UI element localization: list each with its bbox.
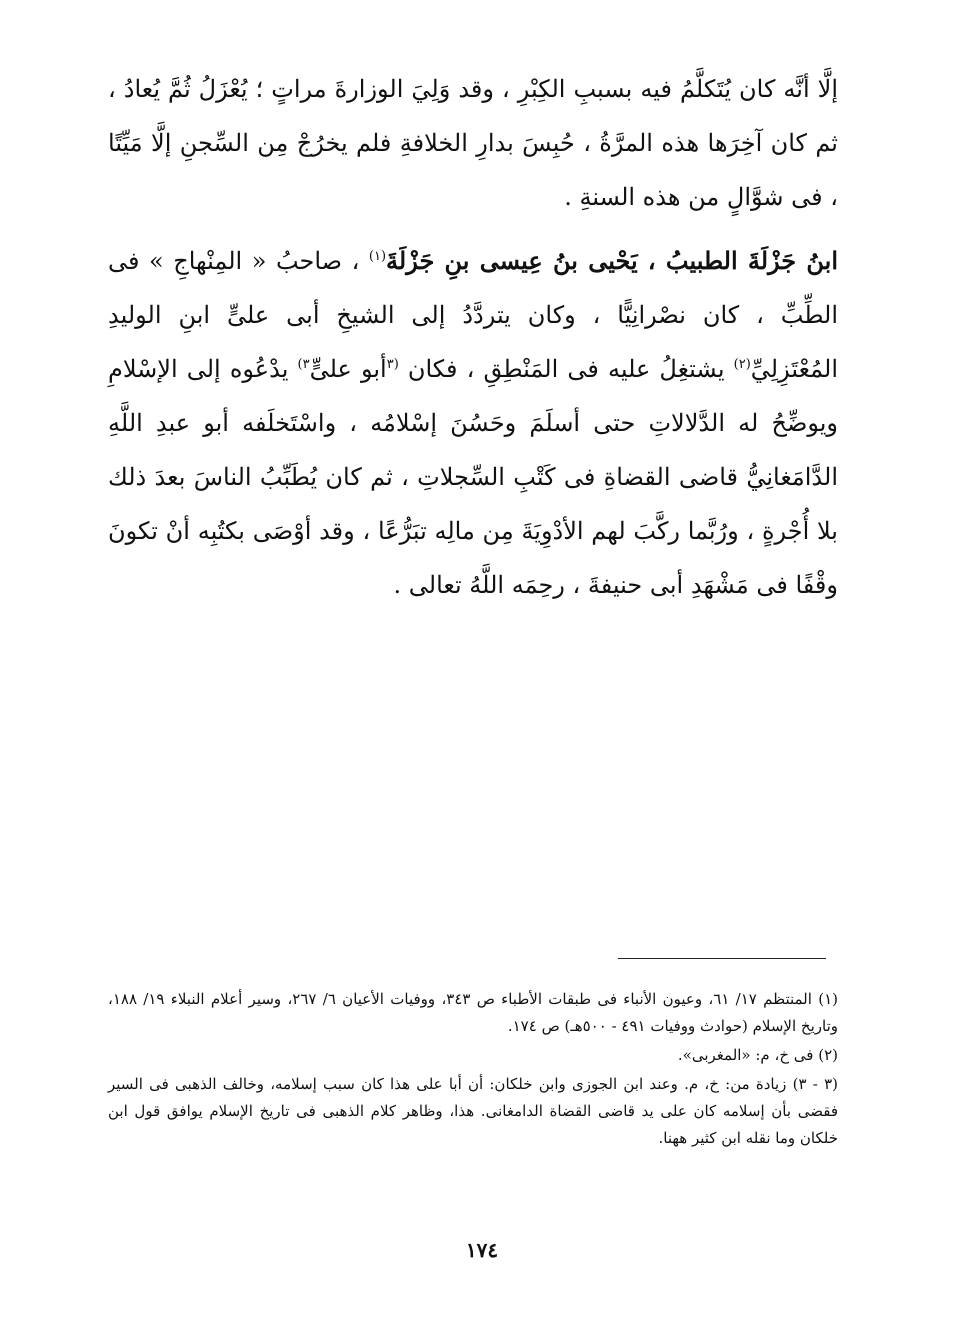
footnote-ref-3-close: ٣) [297, 357, 310, 372]
page-number: ١٧٤ [465, 1238, 499, 1262]
footnote-ref-3-open: (٣ [386, 357, 399, 372]
paragraph-2-text-b: يشتغِلُ عليه فى المَنْطِقِ ، فكان [398, 355, 734, 383]
paragraph-1: إلَّا أنَّه كان يُتَكلَّمُ فيه بسببِ الكِبْرِ ، وقد وَلِيَ الوزارةَ مراتٍ ؛ يُعْزَلُ ثُمَّ يُعادُ ، ثم كان آخِرَها هذه المرَّةُ ، حُبِسَ بدارِ الخلافةِ فلم يخرُجْ مِن السِّجنِ إلَّا مَيِّتًا ، فى شوَّالٍ من هذه السنةِ . [108, 75, 838, 211]
paragraph-2-text-a: ، صاحبُ « المِنْهاجِ » فى الطِّبِّ ، كان نصْرانِيًّا ، وكان يتردَّدُ إلى الشيخِ أبى علىٍّ ابنِ الوليدِ المُعْتَزِلِيِّ [108, 247, 838, 383]
paragraph-2 [108, 234, 838, 612]
footnote-1: (١) المنتظم ١٧/ ٦١، وعيون الأنباء فى طبقات الأطباء ص ٣٤٣، ووفيات الأعيان ٦/ ٢٦٧، وسير أعلام النبلاء ١٩/ ١٨٨، وتاريخ الإسلام (حوادث ووفيات ٤٩١ - ٥٠٠هـ) ص ١٧٤. [108, 990, 838, 1035]
footnote-divider [618, 958, 826, 959]
paragraph-2-text-c: أبو علىٍّ [309, 355, 387, 383]
paragraph-2-text-d: يدْعُوه إلى الإسْلامِ ويوضِّحُ له الدَّلالاتِ حتى أسلَمَ وحَسُنَ إسْلامُه ، واسْتَخلَفه أبو عبدِ اللَّهِ الدَّامَغانِيُّ قاضى القضاةِ فى كَتْبِ السِّجلاتِ ، ثم كان يُطَبِّبُ الناسَ بعدَ ذلك بلا أُجْرةٍ ، ورُبَّما ركَّبَ لهم الأدْوِيَةَ مِن مالِه تبَرُّعًا ، وقد أوْصَى بكتُبِه أنْ تكونَ وقْفًا فى مَشْهَدِ أبى حنيفةَ ، رحِمَه اللَّهُ تعالى . [108, 355, 838, 599]
footnote-ref-1: (١) [368, 249, 387, 264]
footnote-ref-2: (٢) [733, 357, 751, 372]
main-text-block [108, 62, 838, 612]
entry-heading: ابنُ جَزْلَةَ الطبيبُ ، يَحْيى بنُ عِيسى بنِ جَزْلَةَ [386, 246, 839, 275]
footnote-2: (٢) فى خ، م: «المغربى». [677, 1046, 838, 1064]
footnote-3: (٣ - ٣) زيادة من: خ، م. وعند ابن الجوزى وابن خلكان: أن أبا على هذا كان سبب إسلامه، وخالف الذهبى فى السير فقضى بأن إسلامه كان على يد قاضى القضاة الدامغانى. هذا، وظاهر كلام الذهبى فى تاريخ الإسلام يوافق قول ابن خلكان وما نقله ابن كثير ههنا. [108, 1075, 838, 1147]
footnotes-block [108, 986, 838, 1154]
